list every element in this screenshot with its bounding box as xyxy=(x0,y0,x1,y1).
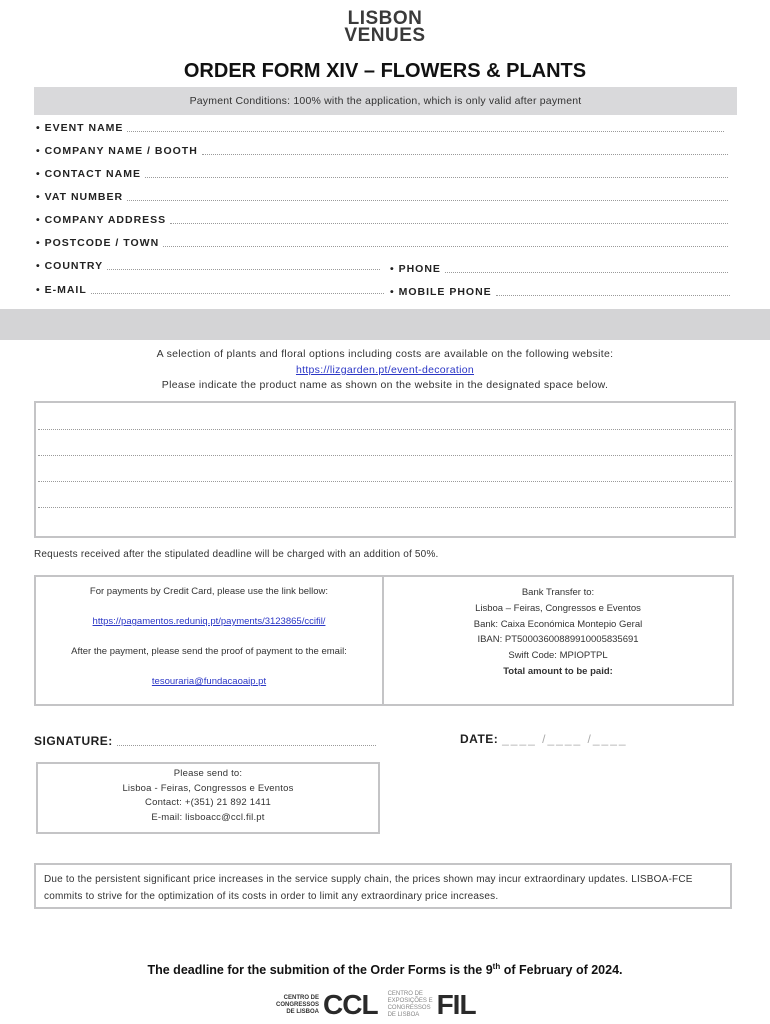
send-to-box xyxy=(36,762,380,834)
page-title: ORDER FORM XIV – FLOWERS & PLANTS xyxy=(183,60,587,82)
vat-number-label: • VAT NUMBER xyxy=(36,191,124,203)
deadline-text-pre: The deadline for the submition of the Order Forms is the 9 xyxy=(147,963,493,978)
event-name-line[interactable] xyxy=(127,131,724,132)
fil-small-2: EXPOSIÇÕES E xyxy=(387,998,433,1004)
product-names-box[interactable] xyxy=(34,401,736,538)
mobile-phone-line[interactable] xyxy=(496,295,730,296)
product-line-3[interactable] xyxy=(38,481,732,482)
company-name-label: • COMPANY NAME / BOOTH xyxy=(36,145,198,157)
send-email: E-mail: lisboacc@ccl.fil.pt xyxy=(151,811,265,823)
send-company: Lisboa - Feiras, Congressos e Eventos xyxy=(122,782,294,794)
phone-label: • PHONE xyxy=(390,263,441,275)
phone-line[interactable] xyxy=(445,272,728,273)
date-placeholder[interactable]: ____ /____ /____ xyxy=(502,732,628,746)
footer-logos xyxy=(276,990,486,1020)
company-address-label: • COMPANY ADDRESS xyxy=(36,214,167,226)
submission-deadline xyxy=(0,962,770,977)
phone-field[interactable] xyxy=(390,261,728,275)
send-title: Please send to: xyxy=(173,768,243,779)
product-line-2[interactable] xyxy=(38,455,732,456)
signature-field[interactable] xyxy=(34,732,376,748)
deadline-sup: th xyxy=(492,962,501,971)
fil-small-text xyxy=(388,991,433,1019)
country-field[interactable] xyxy=(36,258,380,272)
event-name-field[interactable] xyxy=(36,120,724,134)
fil-logo: FIL xyxy=(436,989,476,1020)
bank-transfer-panel xyxy=(384,577,732,704)
ccl-small-1: CENTRO DE xyxy=(283,994,320,1001)
payment-conditions-banner: Payment Conditions: 100% with the application, which is only valid after payment xyxy=(34,87,737,115)
company-name-line[interactable] xyxy=(202,154,728,155)
signature-label: SIGNATURE: xyxy=(34,734,113,748)
vat-number-line[interactable] xyxy=(127,200,728,201)
signature-line[interactable] xyxy=(117,745,376,746)
card-payment-panel xyxy=(36,577,384,704)
mobile-phone-label: • MOBILE PHONE xyxy=(390,286,492,298)
fil-small-4: DE LISBOA xyxy=(387,1012,420,1018)
info-text-2: Please indicate the product name as shown on the website in the designated space below. xyxy=(161,379,609,391)
payment-info-box xyxy=(34,575,734,706)
fil-small-1: CENTRO DE xyxy=(387,991,423,997)
ccl-small-3: DE LISBOA xyxy=(286,1008,320,1015)
postcode-label: • POSTCODE / TOWN xyxy=(36,237,160,249)
date-field[interactable] xyxy=(460,732,628,746)
price-notice-box: Due to the persistent significant price increases in the service supply chain, the prices shown may incur extraordinary updates. LISBOA-FCE commits to strive for the optimization of its costs in order to limit any extraordinary price increases. xyxy=(34,863,732,909)
contact-name-field[interactable] xyxy=(36,166,728,180)
logo-line2: VENUES xyxy=(344,25,426,46)
contact-name-label: • CONTACT NAME xyxy=(36,168,141,180)
company-address-line[interactable] xyxy=(170,223,728,224)
company-address-field[interactable] xyxy=(36,212,728,226)
email-field[interactable] xyxy=(36,282,384,296)
mobile-phone-field[interactable] xyxy=(390,284,730,298)
product-line-1[interactable] xyxy=(38,429,732,430)
date-label: DATE: xyxy=(460,732,499,746)
lisbon-venues-logo xyxy=(0,10,770,44)
total-amount-label: Total amount to be paid: xyxy=(503,665,613,677)
ccl-small-text xyxy=(276,995,319,1016)
proof-text: After the payment, please send the proof of payment to the email: xyxy=(71,646,347,657)
email-label: • E-MAIL xyxy=(36,284,87,296)
company-name-field[interactable] xyxy=(36,143,728,157)
logo-line1: LISBON xyxy=(347,8,423,29)
section-divider-band xyxy=(0,309,770,340)
ccl-logo: CCL xyxy=(323,989,378,1020)
postcode-field[interactable] xyxy=(36,235,728,249)
event-name-label: • EVENT NAME xyxy=(36,122,124,134)
postcode-line[interactable] xyxy=(163,246,728,247)
contact-name-line[interactable] xyxy=(145,177,728,178)
send-contact: Contact: +(351) 21 892 1411 xyxy=(145,797,271,808)
vat-number-field[interactable] xyxy=(36,189,728,203)
country-line[interactable] xyxy=(107,269,380,270)
deadline-text-post: of February of 2024. xyxy=(500,963,623,978)
lizgarden-link[interactable]: https://lizgarden.pt/event-decoration xyxy=(295,364,475,376)
country-label: • COUNTRY xyxy=(36,260,104,272)
treasury-email-link[interactable]: tesouraria@fundacaoaip.pt xyxy=(151,676,267,687)
bank-swift: Swift Code: MPIOPTPL xyxy=(508,650,608,662)
info-link-wrap xyxy=(0,364,770,376)
card-payment-link[interactable]: https://pagamentos.reduniq.pt/payments/3123865/ccifil/ xyxy=(92,616,326,627)
bank-company: Lisboa – Feiras, Congressos e Eventos xyxy=(475,602,641,614)
card-payment-text: For payments by Credit Card, please use the link bellow: xyxy=(89,586,329,597)
bank-name: Bank: Caixa Económica Montepio Geral xyxy=(473,618,643,630)
late-fee-note: Requests received after the stipulated deadline will be charged with an addition of 50%. xyxy=(34,549,439,560)
fil-small-3: CONGRESSOS xyxy=(387,1005,431,1011)
bank-title: Bank Transfer to: xyxy=(521,587,595,598)
email-line[interactable] xyxy=(91,293,384,294)
bank-iban: IBAN: PT50003600889910005835691 xyxy=(477,634,639,646)
product-line-4[interactable] xyxy=(38,507,732,508)
info-text-1: A selection of plants and floral options including costs are available on the following website: xyxy=(156,348,614,360)
ccl-small-2: CONGRESSOS xyxy=(276,1001,320,1008)
